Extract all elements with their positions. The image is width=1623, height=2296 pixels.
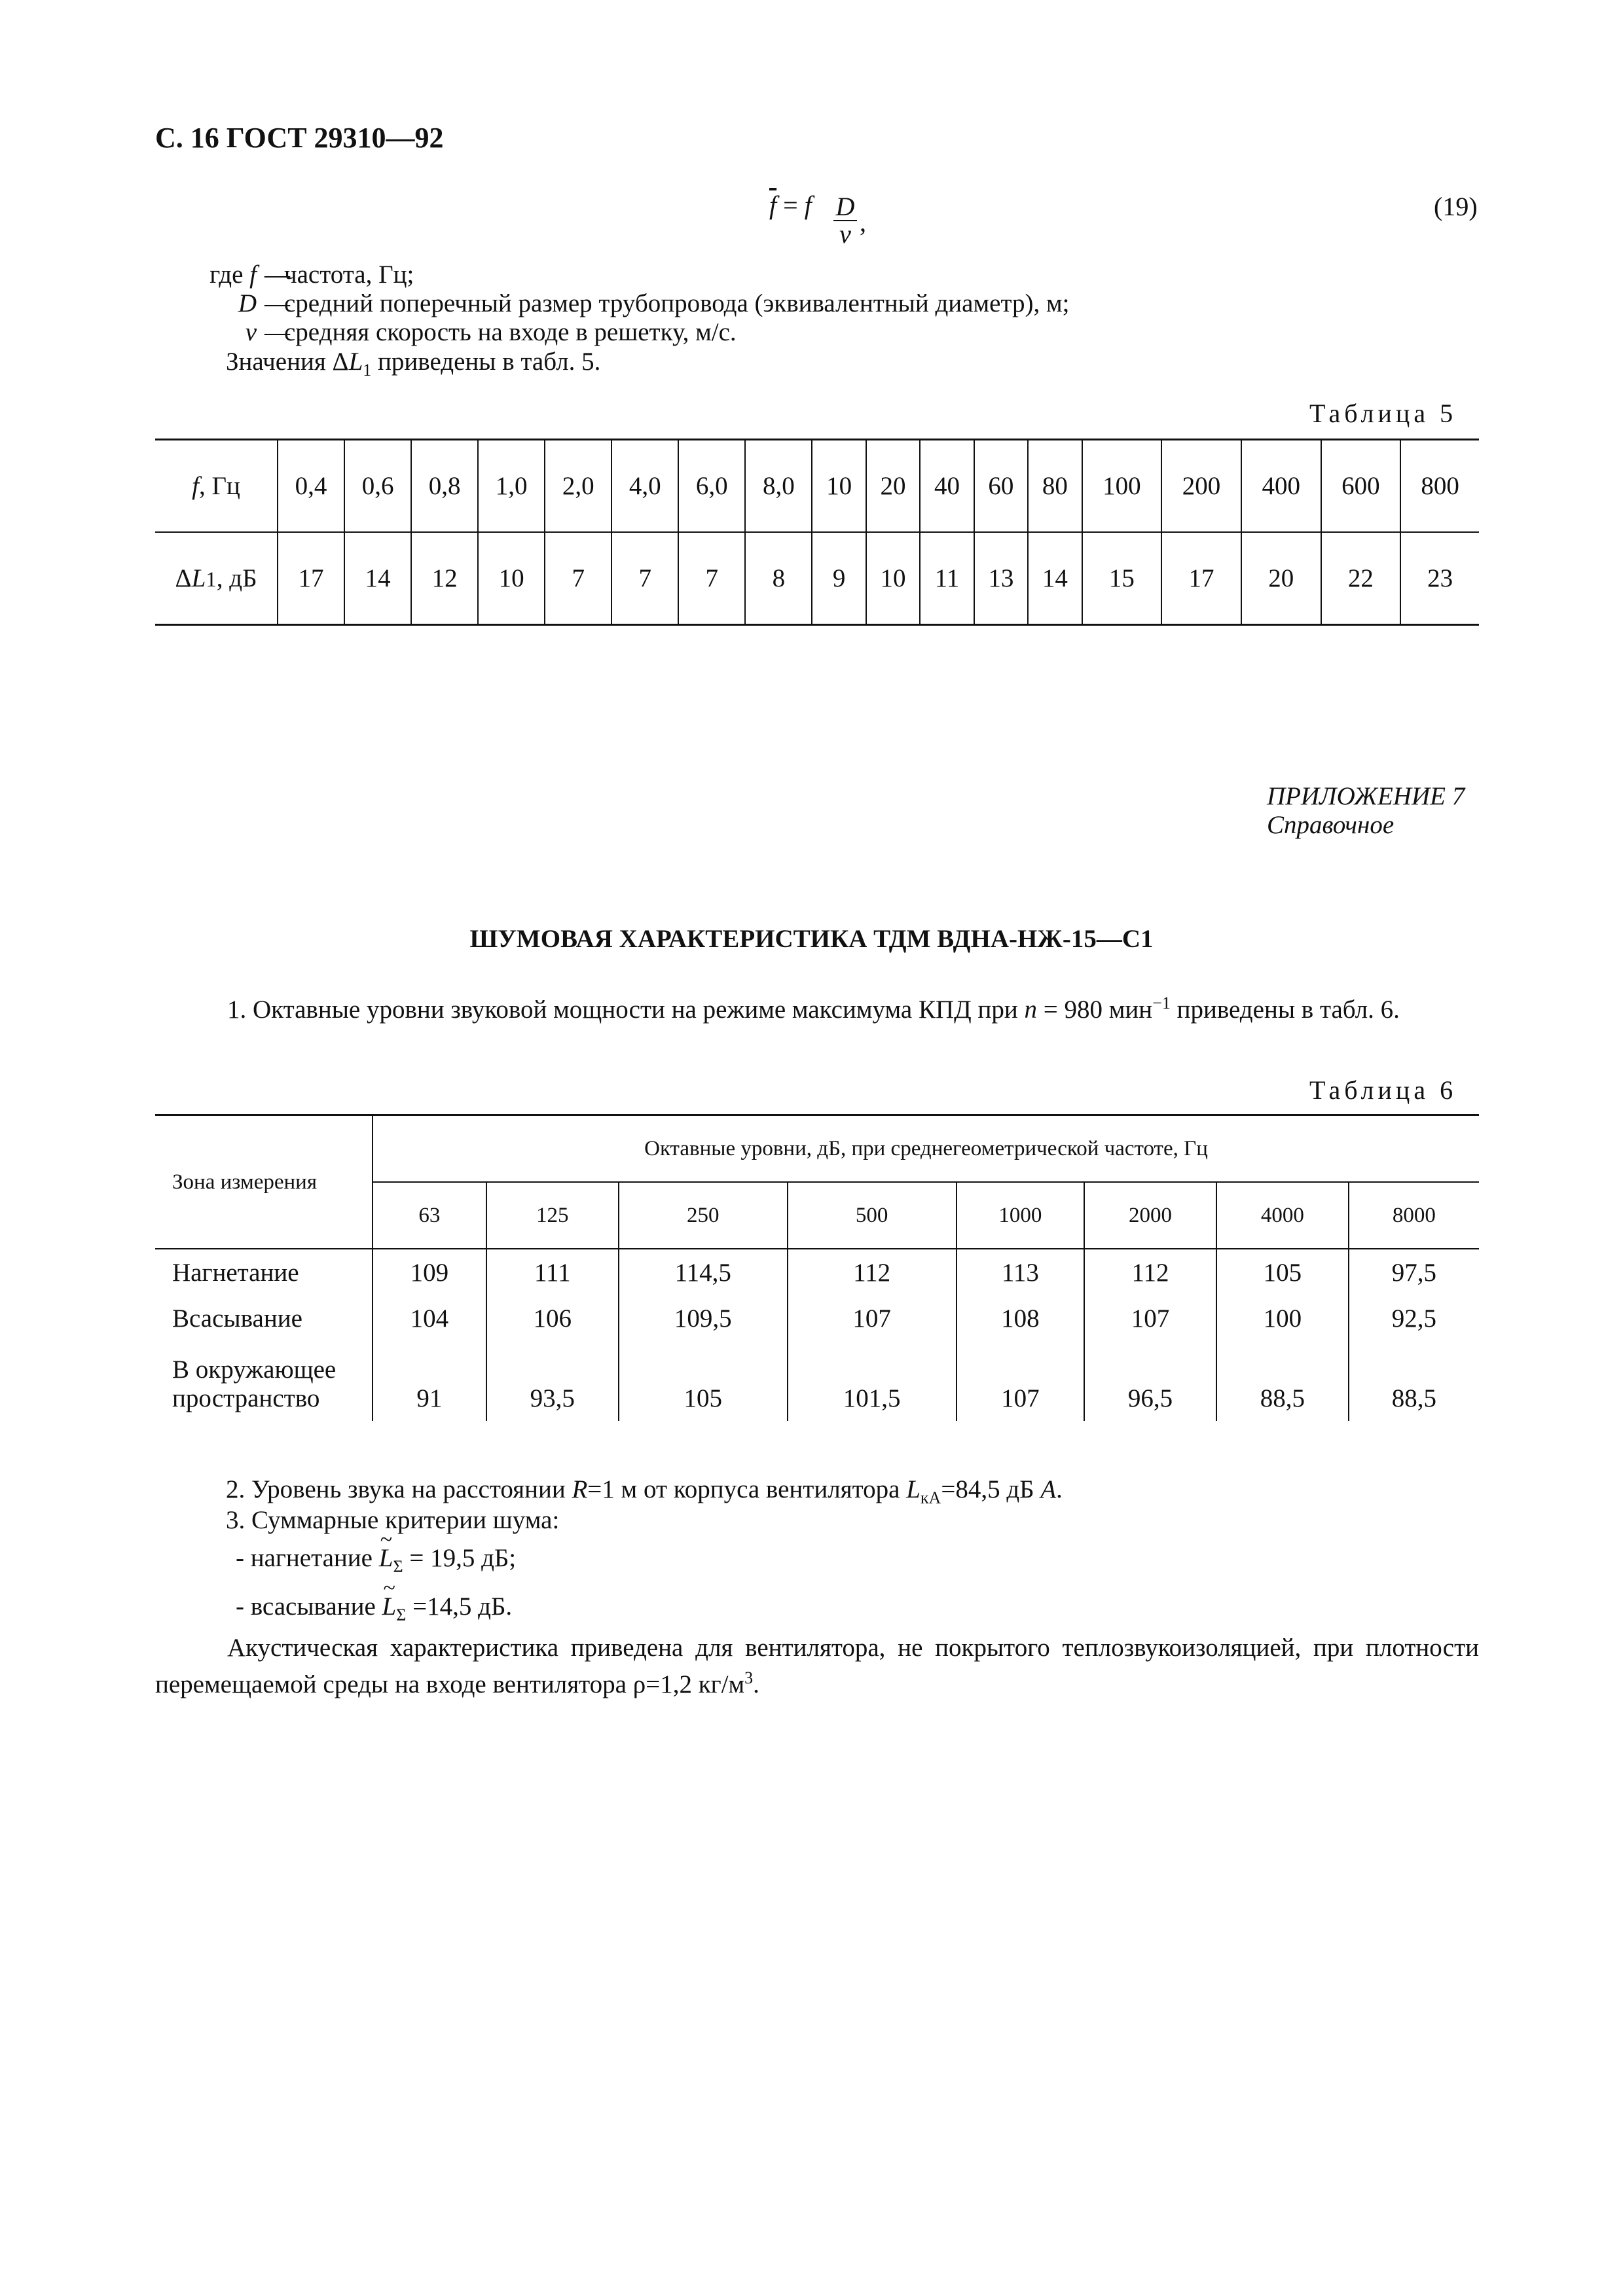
where-list [155,260,1069,347]
table5-value-cell: 11 [920,532,974,625]
table6-value-cell: 107 [788,1295,957,1341]
paragraph-2: 2. Уровень звука на расстоянии R=1 м от корпуса вентилятора $L_{кА}=84,5$ дБ A. [226,1475,1063,1507]
table5-freq-cell: 6,0 [678,440,745,533]
table6-value-cell: 101,5 [788,1341,957,1421]
table5-freq-cell: 60 [974,440,1028,533]
where-symbol: D [238,289,257,317]
table5-row-label: f, Гц [155,440,278,533]
table5-value-cell: 10 [478,532,545,625]
table6-freq-cell: 8000 [1349,1182,1479,1249]
paragraph-5: - всасывание ~ $L_\Sigma =14,5$ дБ. [236,1592,1480,1630]
table5-value-cell: 8 [745,532,812,625]
table6-freq-cell: 63 [373,1182,486,1249]
table5-freq-cell: 0,4 [278,440,344,533]
table6-value-cell: 108 [957,1295,1084,1341]
table5-freq-cell: 400 [1241,440,1321,533]
table5-freq-cell: 8,0 [745,440,812,533]
paragraph-1: 1. Октавные уровни звуковой мощности на режиме максимума КПД при n = 980 мин$^{-1}$ приведены в табл. 6. [227,994,1400,1024]
table-6 [155,1114,1479,1421]
table6-value-cell: 105 [619,1341,788,1421]
table6-row-label: Всасывание [155,1295,373,1341]
table5-freq-cell: 600 [1321,440,1401,533]
formula-comma: , [860,207,866,237]
table5-freq-cell: 1,0 [478,440,545,533]
table6-value-cell: 88,5 [1349,1341,1479,1421]
table5-value-cell: 14 [344,532,411,625]
table5-freq-cell: 0,8 [411,440,478,533]
table5-value-cell: 10 [866,532,920,625]
table5-value-cell: 15 [1082,532,1162,625]
table6-value-cell: 112 [1084,1249,1216,1295]
where-symbol: v [245,318,257,346]
table5-caption: Таблица 5 [1309,399,1457,428]
paragraph-6: Акустическая характеристика приведена для вентилятора, не покрытого теплозвукоизоляцией, при плотности перемещаемой среды на входе вентилятора ρ=1,2 $кг/м^3$. [155,1634,1479,1698]
table5-value-cell: 7 [545,532,611,625]
appendix-subtitle: Справочное [1267,811,1395,839]
equation-number: (19) [1434,192,1478,221]
table6-value-cell: 97,5 [1349,1249,1479,1295]
where-symbol: где f [210,260,257,289]
where-item-f: где f — частота, Гц; [155,260,1069,289]
table5-value-cell: 9 [812,532,866,625]
table6-value-cell: 109 [410,1258,449,1287]
paragraph-3: 3. Суммарные критерии шума: [226,1506,560,1534]
table6-freq-cell: 1000 [957,1182,1084,1249]
table5-freq-cell: 4,0 [611,440,678,533]
table6-zone-header: Зона измерения [155,1115,373,1249]
table6-freq-cell: 2000 [1084,1182,1216,1249]
table6-row-label: Нагнетание [155,1249,373,1295]
table6-caption: Таблица 6 [1309,1075,1457,1105]
where-item-d: D — средний поперечный размер трубопровода (эквивалентный диаметр), м; [155,289,1069,318]
table5-value-cell: 13 [974,532,1028,625]
table6-freq-cell: 500 [788,1182,957,1249]
table6-value-cell: 88,5 [1216,1341,1349,1421]
where-item-v: v — средняя скорость на входе в решетку, м/с. [155,318,1069,347]
formula-lhs: $\overline{f}$ [769,190,777,220]
table5-value-cell: 23 [1400,532,1479,625]
table5-freq-cell: 2,0 [545,440,611,533]
appendix-title: ПРИЛОЖЕНИЕ 7 [1267,782,1465,810]
table5-value-cell: 12 [411,532,478,625]
paragraph-4: - нагнетание ~ $L_\Sigma = 19,5$ дБ; [236,1543,1480,1582]
table5-value-cell: 7 [678,532,745,625]
table6-value-cell: 96,5 [1084,1341,1216,1421]
table5-value-row [155,532,1479,625]
table6-value-cell: 92,5 [1349,1295,1479,1341]
table6-row-label: В окружающее пространство [155,1341,373,1421]
table5-value-cell: 22 [1321,532,1401,625]
table6-value-cell: 113 [957,1249,1084,1295]
table5-freq-row [155,440,1479,533]
table6-row [155,1249,1479,1295]
table5-freq-cell: 20 [866,440,920,533]
table6-freq-cell: 125 [486,1182,619,1249]
formula-f: f [804,190,812,220]
table6-row [155,1341,1479,1421]
table5-freq-cell: 80 [1028,440,1082,533]
table6-value-cell: 100 [1216,1295,1349,1341]
table5-value-cell: 20 [1241,532,1321,625]
formula-19 [769,190,900,255]
table6-group-header: Октавные уровни, дБ, при среднегеометрической частоте, Гц [373,1115,1479,1183]
table6-value-cell: 105 [1216,1249,1349,1295]
formula-eq: = [783,190,798,220]
table-5 [155,439,1479,626]
table5-freq-cell: 800 [1400,440,1479,533]
table6-header-row [155,1115,1479,1183]
table6-value-cell: 107 [1084,1295,1216,1341]
table6-value-cell: 93,5 [486,1341,619,1421]
appendix-label [1267,782,1465,840]
table6-freq-cell: 250 [619,1182,788,1249]
table5-freq-cell: 0,6 [344,440,411,533]
where-text: частота, Гц; [284,260,414,289]
page-header: С. 16 ГОСТ 29310—92 [155,122,444,154]
table5-value-cell: 7 [611,532,678,625]
table6-value-cell: 111 [486,1249,619,1295]
table5-value-cell: 17 [278,532,344,625]
section-title: ШУМОВАЯ ХАРАКТЕРИСТИКА ТДМ ВДНА-НЖ-15—С1 [469,925,1154,953]
table6-row [155,1295,1479,1341]
formula-numerator: D [833,194,857,221]
table6-value-cell: 91 [416,1384,443,1412]
table6-freq-cell: 4000 [1216,1182,1349,1249]
table5-freq-cell: 40 [920,440,974,533]
table6-value-cell: 114,5 [619,1249,788,1295]
table6-value-cell: 106 [486,1295,619,1341]
table6-value-cell: 112 [788,1249,957,1295]
table6-value-cell: 107 [957,1341,1084,1421]
table5-freq-cell: 200 [1161,440,1241,533]
formula-fraction [833,194,857,247]
values-reference: Значения $\Delta L_1$ приведены в табл. 5. [226,348,601,380]
table5-row-label: ΔL1, дБ [155,532,278,625]
table5-freq-cell: 10 [812,440,866,533]
table5-freq-cell: 100 [1082,440,1162,533]
where-text: средняя скорость на входе в решетку, м/с. [284,318,737,346]
formula-denominator: v [839,219,851,249]
where-text: средний поперечный размер трубопровода (эквивалентный диаметр), м; [284,289,1070,317]
table6-value-cell: 104 [410,1304,449,1333]
table5-value-cell: 17 [1161,532,1241,625]
table5-value-cell: 14 [1028,532,1082,625]
table6-value-cell: 109,5 [619,1295,788,1341]
